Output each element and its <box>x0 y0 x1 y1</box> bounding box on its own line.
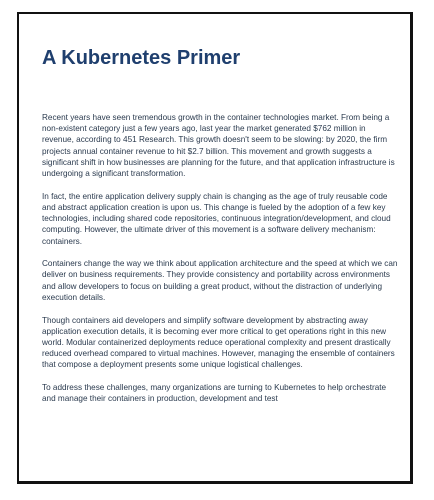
document-body <box>42 112 398 416</box>
document-page <box>17 12 413 484</box>
document-title: A Kubernetes Primer <box>42 47 241 69</box>
paragraph-3: Containers change the way we think about application architecture and the speed at which we can deliver on business requirements. They provide consistency and portability across environments and allow developers to focus on building a great product, without the distraction of underlying execution details. <box>42 259 398 302</box>
paragraph-5: To address these challenges, many organizations are turning to Kubernetes to help orchestrate and manage their containers in production, development and test <box>42 383 387 404</box>
paragraph-1: Recent years have seen tremendous growth in the container technologies market. From being a non-existent category just a few years ago, last year the market generated $762 million in revenue, according to 451 Research. This growth doesn't seem to be slowing: by 2020, the firm projects annual container revenue to hit $2.7 billion. This movement and growth suggests a significant shift in how businesses are planning for the future, and that application infrastructure is undergoing a significant transformation. <box>42 113 395 179</box>
paragraph-2: In fact, the entire application delivery supply chain is changing as the age of truly reusable code and abstract application creation is upon us. This change is fueled by the adoption of a few key technologies, including shared code repositories, continuous integration/development, and cloud computing. However, the ultimate driver of this movement is a software delivery mechanism: containers. <box>42 191 391 246</box>
paragraph-4: Though containers aid developers and simplify software development by abstracting away application execution details, it is becoming ever more critical to get operations right in this new world. Modular containerized deployments reduce operational complexity and present drastically reduced overhead compared to virtual machines. However, managing the ensemble of containers that compose a deployment presents some unique logistical challenges. <box>42 315 395 370</box>
